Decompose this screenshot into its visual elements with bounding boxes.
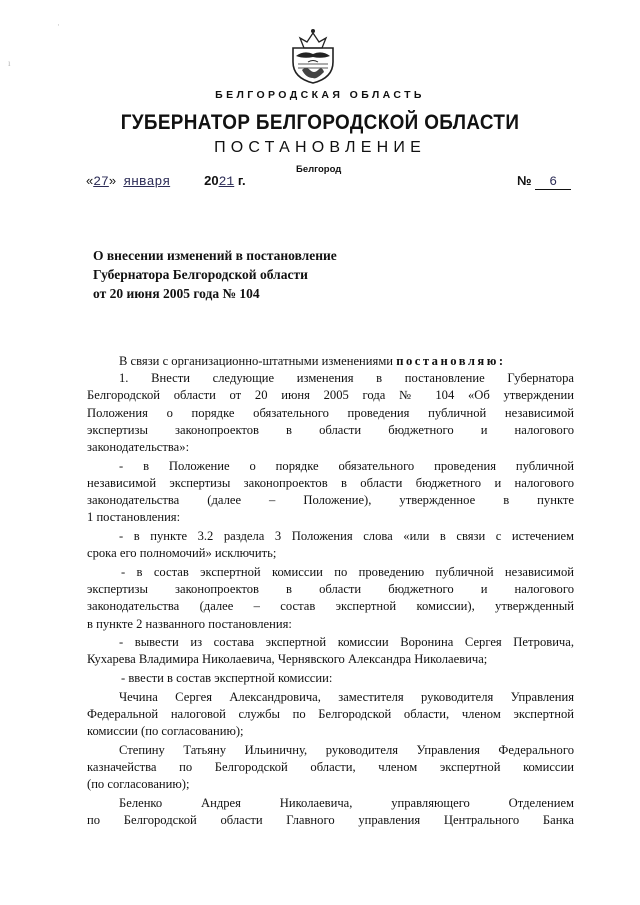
intro-text: В связи с организационно-штатными изменениями — [119, 354, 394, 368]
document-number — [517, 173, 571, 190]
paragraph-7-line: Федеральной налоговой службы по Белгородской области, членом экспертной — [87, 707, 574, 722]
paragraph-2-line: - в Положение о порядке обязательного проведения публичной — [119, 458, 574, 473]
title-line: О внесении изменений в постановление — [93, 248, 337, 263]
governor-heading: ГУБЕРНАТОР БЕЛГОРОДСКОЙ ОБЛАСТИ — [120, 111, 520, 134]
paragraph-8-line: казначейства по Белгородской области, членом экспертной комиссии — [87, 760, 574, 775]
number-value: 6 — [535, 174, 571, 190]
paragraph-9-line: по Белгородской области Главного управления Центрального Банка — [87, 813, 574, 828]
title-line: Губернатора Белгородской области — [93, 267, 308, 282]
date-year-prefix: 20 — [204, 173, 219, 188]
paragraph-2-line: независимой экспертизы законопроектов в области бюджетного и налогового — [87, 475, 574, 490]
document-title — [93, 246, 423, 303]
intro-paragraph — [87, 353, 574, 370]
paragraph-4-line: в пункте 2 названного постановления: — [87, 616, 292, 631]
date-month: января — [123, 174, 171, 189]
paragraph-6-line: - ввести в состав экспертной комиссии: — [121, 671, 333, 686]
date-year-suffix: 21 — [218, 174, 235, 189]
document-date — [86, 173, 246, 189]
paragraph-1-line: Положения о порядке обязательного проведения публичной независимой — [87, 405, 574, 420]
date-open-quote: « — [86, 173, 94, 188]
paragraph-5-line: - вывести из состава экспертной комиссии Воронина Сергея Петровича, — [119, 635, 574, 650]
paragraph-1-line: экспертизы законопроектов в области бюджетного и налогового — [87, 422, 574, 437]
paragraph-4-line: законодательства (далее – состав экспертной комиссии), утвержденный — [87, 599, 574, 614]
scan-artifact-mark: ı — [8, 58, 11, 68]
paragraph-2-line: законодательства (далее – Положение), утвержденное в пункте — [87, 493, 574, 508]
number-label: № — [517, 173, 532, 188]
scan-artifact-mark: · — [57, 20, 60, 30]
paragraph-4-line: - в состав экспертной комиссии по проведению публичной независимой — [121, 564, 574, 579]
paragraph-7-line: Чечина Сергея Александровича, заместителя руководителя Управления — [119, 689, 574, 704]
paragraph-1-line: законодательства»: — [87, 440, 190, 455]
date-close-quote: » — [108, 173, 117, 188]
paragraph-8-line: Степину Татьяну Ильиничну, руководителя Управления Федерального — [119, 742, 574, 757]
city-label: Белгород — [296, 164, 342, 175]
region-heading: БЕЛГОРОДСКАЯ ОБЛАСТЬ — [215, 89, 425, 101]
paragraph-4-line: экспертизы законопроектов в области бюджетного и налогового — [87, 582, 574, 597]
paragraph-7-line: комиссии (по согласованию); — [87, 724, 244, 739]
paragraph-9-line: Беленко Андрея Николаевича, управляющего Отделением — [119, 796, 574, 811]
title-line: от 20 июня 2005 года № 104 — [93, 286, 260, 301]
paragraph-3-line: срока его полномочий» исключить; — [87, 546, 277, 561]
paragraph-1-line: 1. Внести следующие изменения в постановление Губернатора — [119, 371, 574, 386]
paragraph-3-line: - в пункте 3.2 раздела 3 Положения слова «или в связи с истечением — [119, 529, 574, 544]
date-year-mark: г. — [237, 173, 246, 188]
paragraph-1-line: Белгородской области от 20 июня 2005 года № 104 «Об утверждении — [87, 388, 574, 403]
paragraph-8-line: (по согласованию); — [87, 777, 190, 792]
coat-of-arms-emblem — [290, 26, 336, 84]
document-body — [87, 353, 574, 829]
paragraph-5-line: Кухарева Владимира Николаевича, Чернявского Александра Николаевича; — [87, 652, 488, 667]
paragraph-2-line: 1 постановления: — [87, 510, 181, 525]
intro-decree-word: постановляю: — [396, 354, 506, 368]
document-type-heading: ПОСТАНОВЛЕНИЕ — [214, 139, 426, 156]
date-day: 27 — [93, 174, 109, 189]
